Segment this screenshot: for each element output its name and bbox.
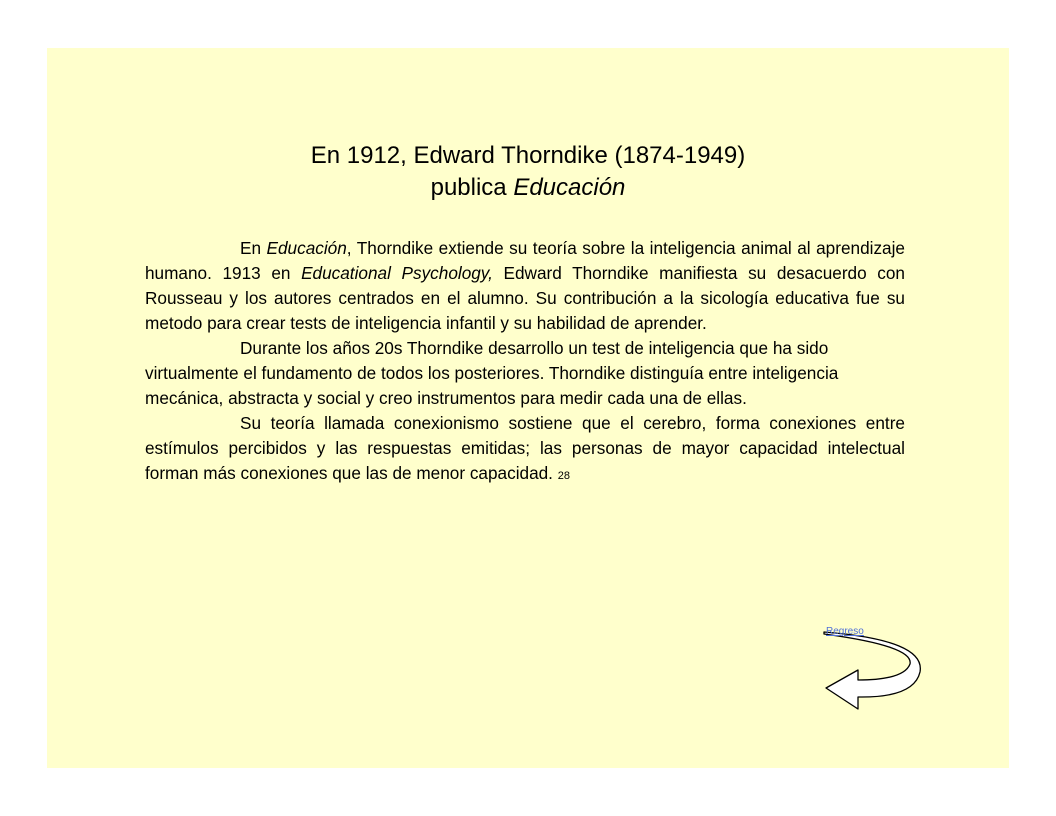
title-line-2 [47, 172, 1009, 204]
back-button[interactable] [822, 626, 924, 714]
curved-back-arrow-icon [822, 626, 924, 714]
back-link-label[interactable]: Regreso [826, 626, 864, 637]
paragraph-1-part-2: , Thorndike extiende su teoría sobre la inteligencia animal al aprendizaje humano. 1913 en [145, 238, 905, 283]
paragraph-1 [145, 236, 905, 336]
paragraph-1-part-1: En [240, 238, 267, 258]
book-title-educational-psychology: Educational Psychology, [301, 263, 493, 283]
title-book-name: Educación [513, 174, 626, 201]
paragraph-2: Durante los años 20s Thorndike desarrollo un test de inteligencia que ha sido virtualmente el fundamento de todos los posteriores. Thorndike distinguía entre inteligencia mecánica, abstracta y social y creo instrumentos para medir cada una de ellas. [145, 338, 839, 408]
page-title [47, 140, 1009, 204]
body-text [145, 236, 905, 489]
title-line-1: En 1912, Edward Thorndike (1874-1949) [310, 142, 746, 169]
footnote-marker: 28 [557, 470, 570, 482]
paragraph-3 [145, 411, 905, 489]
book-title-educacion: Educación [266, 238, 347, 258]
paragraph-1-part-3: Edward Thorndike manifiesta su desacuerdo con Rousseau y los autores centrados en el alumno. Su contribución a la sicología educativa fue su metodo para crear tests de inteligencia infantil y su habilidad de aprender. [145, 263, 905, 333]
paragraph-3-text: Su teoría llamada conexionismo sostiene que el cerebro, forma conexiones entre estímulos percibidos y las respuestas emitidas; las personas de mayor capacidad intelectual forman más conexiones que las de menor capacidad. [145, 413, 905, 483]
title-line-2-prefix: publica [430, 174, 514, 201]
